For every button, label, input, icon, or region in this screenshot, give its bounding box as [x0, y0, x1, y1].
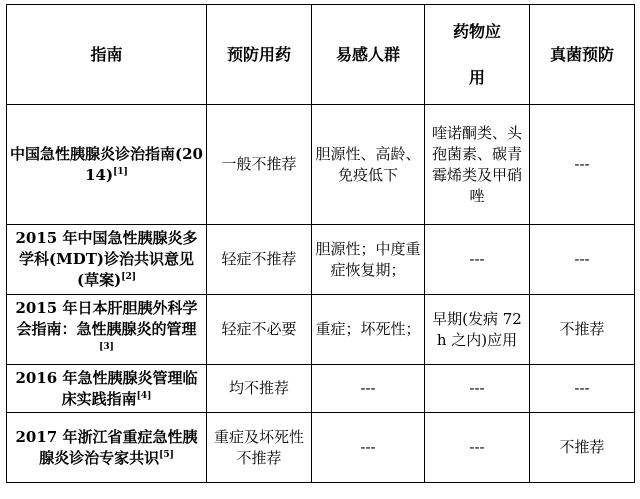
table-row [7, 413, 635, 483]
susceptible-cell: 重症；坏死性； [312, 295, 425, 365]
reference-mark: [5] [159, 449, 174, 460]
table-header-row [7, 5, 635, 105]
guide-title: 2015 年日本肝胆胰外科学会指南：急性胰腺炎的管理 [15, 299, 198, 338]
reference-mark: [2] [121, 272, 136, 282]
guide-cell [7, 105, 207, 225]
header-susceptible: 易感人群 [312, 5, 425, 105]
guidelines-table [6, 4, 635, 483]
preventive-drug-cell: 轻症不推荐 [207, 225, 312, 295]
guide-title: 中国急性胰腺炎诊治指南(2014) [10, 144, 203, 184]
drug-use-cell: 喹诺酮类、头孢菌素、碳青霉烯类及甲硝唑 [425, 105, 530, 225]
susceptible-cell: --- [312, 413, 425, 483]
susceptible-cell: 胆源性；中度重症恢复期； [312, 225, 425, 295]
drug-use-cell: --- [425, 365, 530, 413]
table-row [7, 105, 635, 225]
drug-use-cell: --- [425, 225, 530, 295]
table-row [7, 365, 635, 413]
preventive-drug-cell: 重症及坏死性不推荐 [207, 413, 312, 483]
table-row [7, 225, 635, 295]
guide-cell [7, 365, 207, 413]
header-drug-use [425, 5, 530, 105]
fungal-cell: 不推荐 [530, 295, 635, 365]
table-row [7, 295, 635, 365]
guide-cell [7, 295, 207, 365]
reference-mark: [1] [113, 166, 128, 177]
preventive-drug-cell: 轻症不必要 [207, 295, 312, 365]
guide-title: 2016 年急性胰腺炎管理临床实践指南 [15, 368, 198, 408]
header-fungal: 真菌预防 [530, 5, 635, 105]
fungal-cell: 不推荐 [530, 413, 635, 483]
susceptible-cell: 胆源性、高龄、免疫低下 [312, 105, 425, 225]
drug-use-cell: --- [425, 413, 530, 483]
header-drug-use-line2: 用 [468, 67, 485, 87]
guide-cell [7, 225, 207, 295]
fungal-cell: --- [530, 365, 635, 413]
reference-mark: [3] [99, 342, 114, 352]
preventive-drug-cell: 一般不推荐 [207, 105, 312, 225]
preventive-drug-cell: 均不推荐 [207, 365, 312, 413]
susceptible-cell: --- [312, 365, 425, 413]
fungal-cell: --- [530, 105, 635, 225]
reference-mark: [4] [136, 390, 152, 401]
guide-title: 2017 年浙江省重症急性胰腺炎诊治专家共识 [15, 427, 198, 467]
header-preventive-drug: 预防用药 [207, 5, 312, 105]
header-guide: 指南 [7, 5, 207, 105]
drug-use-cell: 早期(发病 72 h 之内)应用 [425, 295, 530, 365]
guide-cell [7, 413, 207, 483]
fungal-cell: --- [530, 225, 635, 295]
header-drug-use-line1: 药物应 [452, 21, 501, 41]
guide-title: 2015 年中国急性胰腺炎多学科(MDT)诊治共识意见(草案) [15, 229, 198, 289]
